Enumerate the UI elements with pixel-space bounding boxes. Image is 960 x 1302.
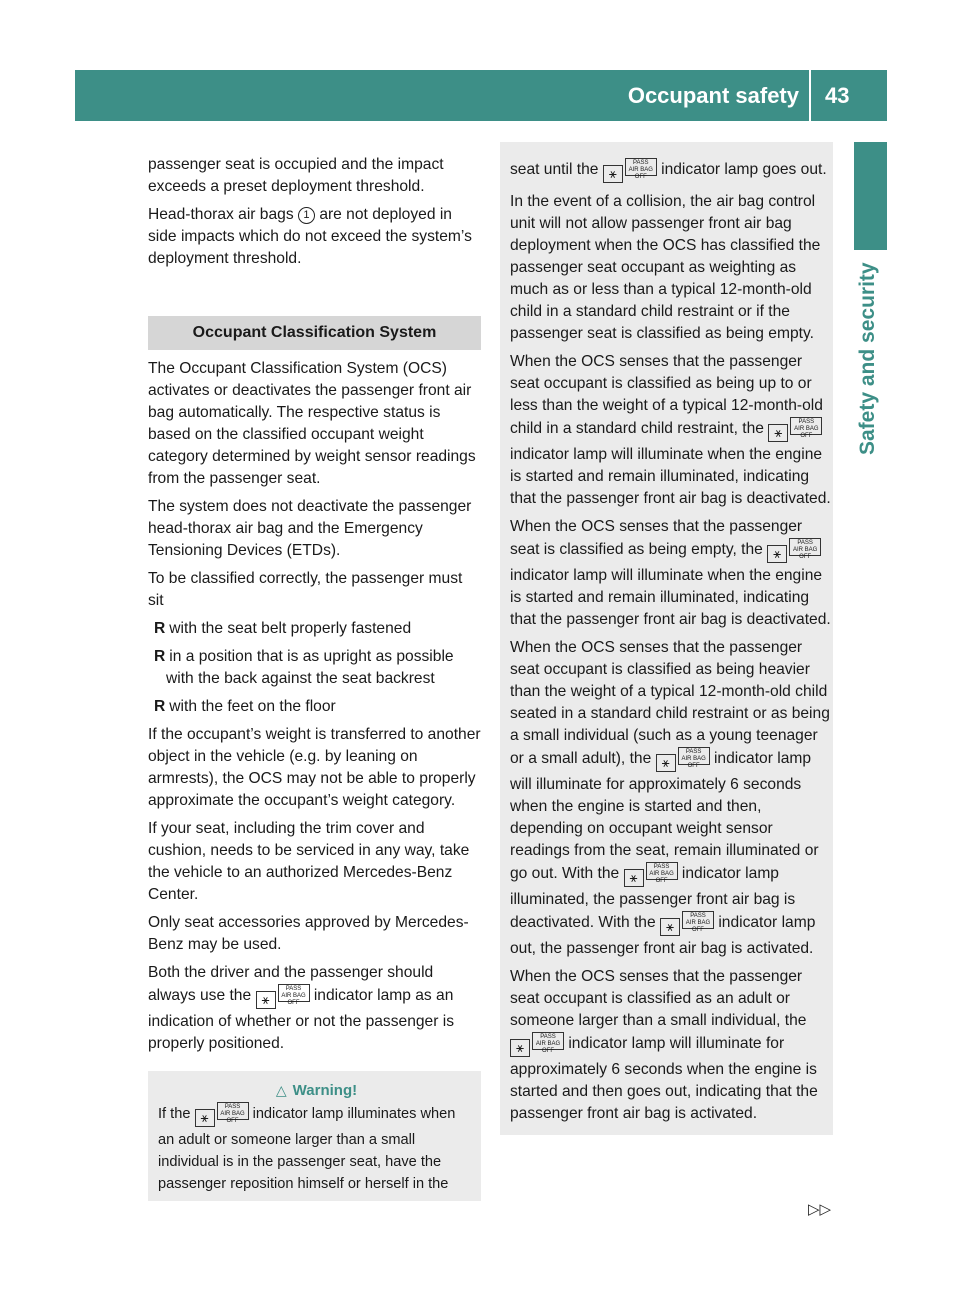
seat-occupant-icon: ⚹: [767, 545, 787, 563]
list-item: [148, 696, 481, 718]
paragraph: [510, 516, 833, 631]
pass-airbag-off-icon: PASS AIR BAG OFF: [790, 417, 822, 435]
seat-occupant-icon: ⚹: [256, 991, 276, 1009]
paragraph: passenger seat is occupied and the impact exceeds a preset deployment threshold.: [148, 156, 444, 195]
pass-airbag-off-icon: PASS AIR BAG OFF: [217, 1102, 249, 1120]
left-column: [148, 154, 481, 1201]
text-run: When the OCS senses that the passenger seat occupant is classified as an adult or someone larger than a small individual, the: [510, 968, 807, 1029]
paragraph: [510, 351, 833, 510]
airbag-indicator-icon: [656, 747, 710, 774]
paragraph: To be classified correctly, the passenger must sit: [148, 570, 463, 609]
warning-triangle-icon: △: [275, 1082, 287, 1098]
header-bar: [75, 70, 887, 121]
paragraph: In the event of a collision, the air bag control unit will not allow passenger front air bag deployment when the OCS has classified the passenger seat occupant as weighting as much as or less than a typical 12-month-old child in a standard child restraint or if the passenger seat is classified as being empty.: [510, 193, 821, 342]
text-run: seat until the: [510, 161, 599, 178]
text-run: indicator lamp illuminates when an adult or someone larger than a small individual is in the passenger seat, have the passenger reposition himself or herself in the: [158, 1106, 456, 1192]
text-run: indicator lamp illuminated, the passenger front air bag is deactivated. With the: [510, 865, 796, 931]
paragraph: Only seat accessories approved by Mercedes-Benz may be used.: [148, 914, 469, 953]
list-item-text: in a position that is as upright as possible with the back against the seat backrest: [166, 648, 454, 687]
callout-number-icon: 1: [298, 207, 315, 224]
list-item: [148, 618, 481, 640]
paragraph: If your seat, including the trim cover and cushion, needs to be serviced in any way, take the vehicle to an authorized Mercedes-Benz Center.: [148, 820, 470, 903]
continued-arrow-icon: ▷▷: [808, 1201, 832, 1218]
text-run: Head-thorax air bags: [148, 206, 294, 223]
list-item-text: with the feet on the floor: [169, 698, 336, 715]
pass-airbag-off-icon: PASS AIR BAG OFF: [678, 747, 710, 765]
paragraph: If the occupant’s weight is transferred to another object in the vehicle (e.g. by leaning on armrests), the OCS may not be able to properly approximate the occupant’s weight category.: [148, 726, 481, 809]
airbag-indicator-icon: [256, 984, 310, 1011]
paragraph: [510, 637, 833, 960]
text-run: indicator lamp will illuminate when the engine is started and remain illuminated, indicating that the passenger front air bag is deactivated.: [510, 446, 831, 507]
bullet-icon: R: [154, 698, 166, 715]
seat-occupant-icon: ⚹: [656, 754, 676, 772]
seat-occupant-icon: ⚹: [603, 165, 623, 183]
text-run: indicator lamp will illuminate for approximately 6 seconds when the engine is started and then, depending on occupant weight sensor readings from the seat, remain illuminated or go out. With the: [510, 750, 819, 882]
airbag-indicator-icon: [195, 1102, 249, 1129]
seat-occupant-icon: ⚹: [768, 424, 788, 442]
page-title: Occupant safety: [75, 70, 811, 121]
text-run: Both the driver and the passenger should always use the: [148, 964, 434, 1004]
chapter-label: Safety and security: [856, 262, 879, 455]
paragraph: [510, 158, 833, 185]
warning-text: [158, 1102, 475, 1195]
section-heading: Occupant Classification System: [148, 316, 481, 350]
text-run: indicator lamp as an indication of whether or not the passenger is properly positioned.: [148, 987, 454, 1052]
seat-occupant-icon: ⚹: [510, 1039, 530, 1057]
airbag-indicator-icon: [603, 158, 657, 185]
warning-title: △ Warning!: [275, 1082, 358, 1099]
airbag-indicator-icon: [768, 417, 822, 444]
page-number: 43: [825, 83, 850, 108]
text-run: If the: [158, 1106, 191, 1122]
text-run: indicator lamp out, the passenger front air bag is activated.: [510, 914, 816, 957]
text-run: indicator lamp goes out.: [661, 161, 827, 178]
seat-occupant-icon: ⚹: [624, 869, 644, 887]
airbag-indicator-icon: [660, 911, 714, 938]
paragraph: [148, 962, 481, 1055]
text-run: indicator lamp will illuminate for approximately 6 seconds when the engine is started and then goes out, indicating that the passenger front air bag is activated.: [510, 1035, 818, 1122]
text-run: When the OCS senses that the passenger seat occupant is classified as being up to or less than the weight of a typical 12-month-old child in a standard child restraint, the: [510, 353, 823, 437]
paragraph: The system does not deactivate the passenger head-thorax air bag and the Emergency Tensioning Devices (ETDs).: [148, 498, 472, 559]
text-run: indicator lamp will illuminate when the engine is started and remain illuminated, indicating that the passenger front air bag is deactivated.: [510, 567, 831, 628]
text-run: are not deployed in side impacts which do not exceed the system’s deployment threshold.: [148, 206, 472, 267]
list-item: [148, 646, 481, 690]
pass-airbag-off-icon: PASS AIR BAG OFF: [625, 158, 657, 176]
pass-airbag-off-icon: PASS AIR BAG OFF: [682, 911, 714, 929]
list-item-text: with the seat belt properly fastened: [169, 620, 412, 637]
warning-box: [148, 1071, 481, 1201]
pass-airbag-off-icon: PASS AIR BAG OFF: [646, 862, 678, 880]
bullet-icon: R: [154, 620, 166, 637]
side-tab: [854, 142, 887, 250]
text-run: When the OCS senses that the passenger seat occupant is classified as being heavier than the weight of a typical 12-month-old child seated in a standard child restraint or as being a small individual (such as a young teenager or a small adult), the: [510, 639, 830, 767]
seat-occupant-icon: ⚹: [660, 918, 680, 936]
paragraph: [510, 966, 833, 1125]
paragraph: [148, 204, 481, 270]
pass-airbag-off-icon: PASS AIR BAG OFF: [532, 1032, 564, 1050]
airbag-indicator-icon: [767, 538, 821, 565]
bullet-icon: R: [154, 648, 166, 665]
airbag-indicator-icon: [624, 862, 678, 889]
text-run: When the OCS senses that the passenger seat is classified as being empty, the: [510, 518, 803, 558]
right-column: [500, 142, 833, 1135]
seat-occupant-icon: ⚹: [195, 1109, 215, 1127]
paragraph: The Occupant Classification System (OCS) activates or deactivates the passenger front air bag automatically. The respective status is based on the classified occupant weight category determined by weight sensor readings from the passenger seat.: [148, 360, 476, 487]
airbag-indicator-icon: [510, 1032, 564, 1059]
pass-airbag-off-icon: PASS AIR BAG OFF: [278, 984, 310, 1002]
pass-airbag-off-icon: PASS AIR BAG OFF: [789, 538, 821, 556]
